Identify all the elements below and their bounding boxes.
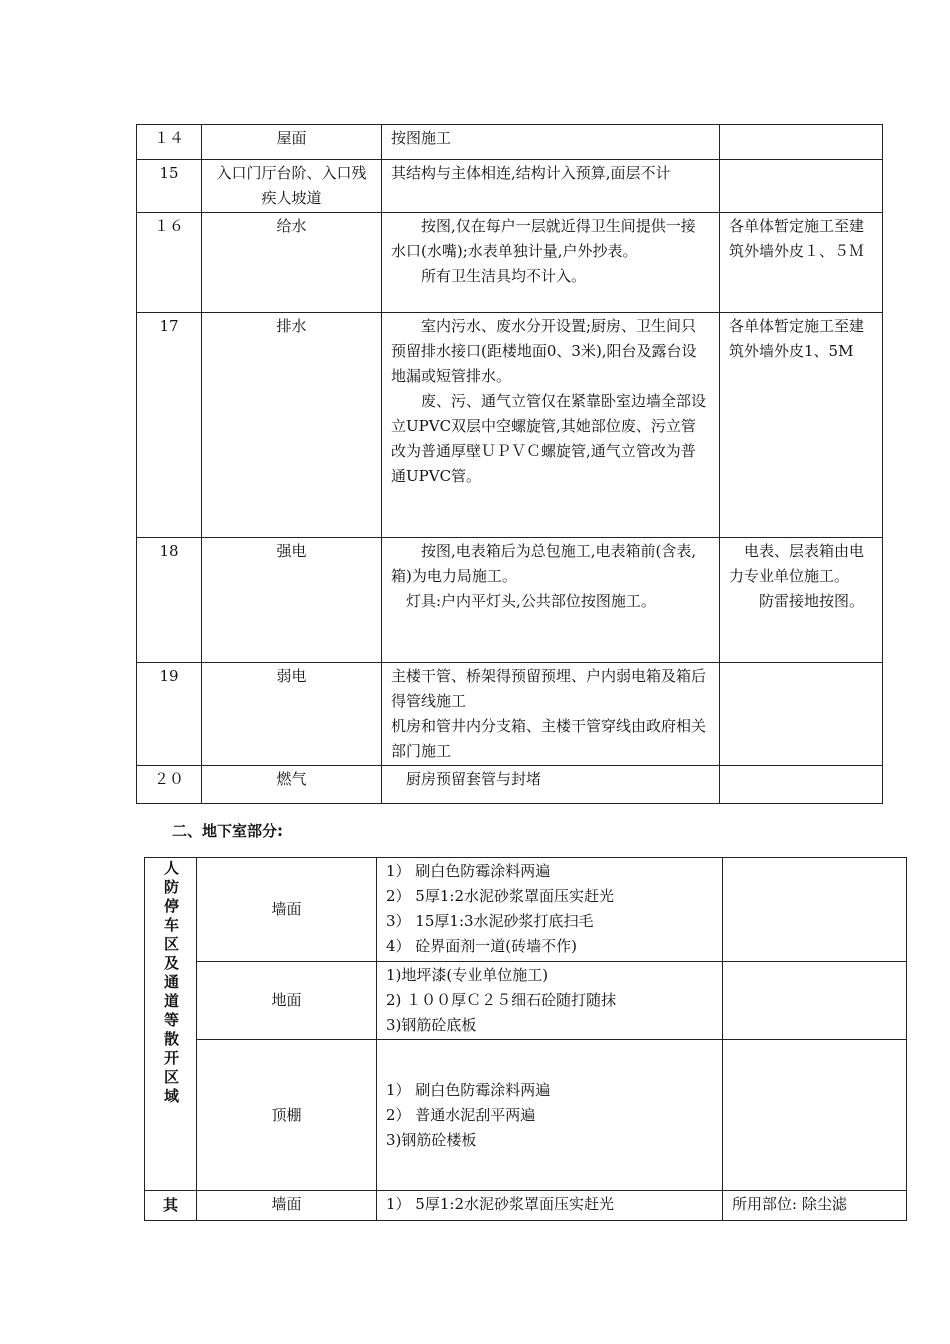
table-row — [145, 858, 907, 962]
note-cell — [720, 160, 883, 213]
spec-line: 3)钢筋砼底板 — [386, 1016, 477, 1034]
row-number-cell: １６ — [137, 213, 202, 313]
spec-line: 1)地坪漆(专业单位施工) — [386, 966, 549, 984]
spec-cell — [377, 962, 723, 1040]
section-heading-basement: 二、地下室部分: — [172, 822, 283, 840]
description-cell — [382, 538, 720, 663]
item-cell: 地面 — [197, 962, 377, 1040]
spec-line: 2） 普通水泥刮平两遍 — [386, 1105, 536, 1124]
group-label-cell: 其 — [145, 1191, 197, 1221]
description-paragraph: 厨房预留套管与封堵 — [406, 770, 542, 788]
spec-line: 1） 刷白色防霉涂料两遍 — [386, 862, 551, 880]
note-paragraph: 防雷接地按图。 — [759, 592, 865, 610]
note-cell: 所用部位: 除尘滤 — [723, 1191, 907, 1221]
table-row — [137, 160, 883, 213]
item-cell: 燃气 — [202, 766, 382, 804]
note-cell — [720, 538, 883, 663]
table-row — [137, 125, 883, 160]
spec-line: 3） 15厚1:3水泥砂浆打底扫毛 — [386, 912, 594, 930]
spec-line: 3)钢筋砼楼板 — [386, 1130, 477, 1149]
table-row — [145, 962, 907, 1040]
description-paragraph: 机房和管井内分支箱、主楼干管穿线由政府相关部门施工 — [391, 717, 707, 760]
table-row — [145, 1040, 907, 1191]
group-label-cell — [145, 858, 197, 1191]
description-paragraph: 其结构与主体相连,结构计入预算,面层不计 — [391, 164, 671, 182]
table-row — [137, 213, 883, 313]
description-paragraph: 灯具:户内平灯头,公共部位按图施工。 — [406, 592, 656, 610]
description-paragraph: 所有卫生洁具均不计入。 — [421, 267, 587, 285]
note-cell — [720, 663, 883, 766]
spec-cell: 1） 5厚1:2水泥砂浆罩面压实赶光 — [377, 1191, 723, 1221]
row-number-cell: 18 — [137, 538, 202, 663]
table-row — [137, 766, 883, 804]
description-cell — [382, 160, 720, 213]
description-paragraph: 主楼干管、桥架得预留预埋、户内弱电箱及箱后得管线施工 — [391, 667, 707, 710]
item-cell: 强电 — [202, 538, 382, 663]
item-cell: 排水 — [202, 313, 382, 538]
spec-line: 1） 刷白色防霉涂料两遍 — [386, 1080, 551, 1099]
table-row — [137, 663, 883, 766]
spec-line: 2) １００厚Ｃ２５细石砼随打随抹 — [386, 991, 617, 1009]
description-paragraph: 废、污、通气立管仅在紧靠卧室边墙全部设立UPVC双层中空螺旋管,其她部位废、污立管改为普通厚壁ＵＰＶＣ螺旋管,通气立管改为普通UPVC管。 — [391, 392, 707, 485]
row-number-cell: 19 — [137, 663, 202, 766]
description-paragraph: 按图施工 — [391, 129, 452, 147]
note-cell — [720, 766, 883, 804]
item-cell: 给水 — [202, 213, 382, 313]
item-cell: 屋面 — [202, 125, 382, 160]
note-cell — [720, 125, 883, 160]
table-row — [137, 313, 883, 538]
description-paragraph: 按图,电表箱后为总包施工,电表箱前(含表,箱)为电力局施工。 — [391, 542, 697, 585]
basement-finish-table — [144, 857, 907, 1221]
table-row — [137, 538, 883, 663]
note-paragraph: 各单体暂定施工至建筑外墙外皮1、5M — [729, 317, 865, 360]
group-label-text: 人防停车区及通道等散开区域 — [162, 860, 180, 1107]
note-paragraph: 电表、层表箱由电力专业单位施工。 — [729, 542, 865, 585]
construction-scope-table — [136, 124, 883, 804]
spec-cell — [377, 858, 723, 962]
item-cell: 墙面 — [197, 1191, 377, 1221]
row-number-cell: １４ — [137, 125, 202, 160]
spec-line: 4） 砼界面剂一道(砖墙不作) — [386, 937, 578, 955]
description-cell — [382, 213, 720, 313]
note-cell — [720, 313, 883, 538]
note-cell — [723, 962, 907, 1040]
note-cell — [723, 1040, 907, 1191]
item-cell: 墙面 — [197, 858, 377, 962]
item-cell: 顶棚 — [197, 1040, 377, 1191]
note-cell — [720, 213, 883, 313]
note-cell — [723, 858, 907, 962]
spec-cell — [377, 1040, 723, 1191]
description-paragraph: 室内污水、废水分开设置;厨房、卫生间只预留排水接口(距楼地面0、3米),阳台及露台设地漏或短管排水。 — [391, 317, 697, 385]
spec-line: 2） 5厚1:2水泥砂浆罩面压实赶光 — [386, 887, 614, 905]
row-number-cell: 15 — [137, 160, 202, 213]
row-number-cell: 17 — [137, 313, 202, 538]
description-paragraph: 按图,仅在每户一层就近得卫生间提供一接水口(水嘴);水表单独计量,户外抄表。 — [391, 217, 696, 260]
description-cell — [382, 663, 720, 766]
description-cell — [382, 313, 720, 538]
item-cell: 弱电 — [202, 663, 382, 766]
note-paragraph: 各单体暂定施工至建筑外墙外皮１、５Ｍ — [729, 217, 865, 260]
table-row — [145, 1191, 907, 1221]
row-number-cell: ２０ — [137, 766, 202, 804]
description-cell — [382, 125, 720, 160]
item-cell: 入口门厅台阶、入口残疾人坡道 — [202, 160, 382, 213]
description-cell — [382, 766, 720, 804]
